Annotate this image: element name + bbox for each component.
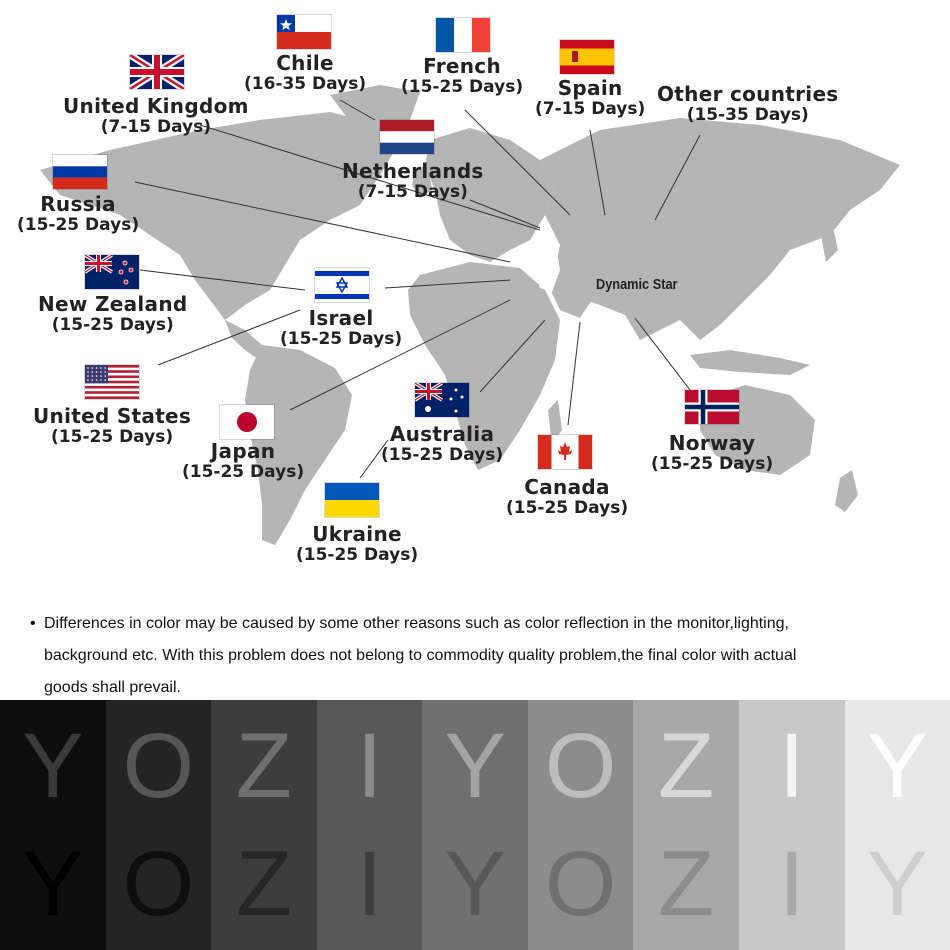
flag-canada-icon [538, 435, 592, 469]
delivery-days: (15-25 Days) [401, 77, 524, 97]
country-label-norway [651, 432, 773, 475]
gray-swatch [633, 700, 739, 950]
country-label-israel [280, 307, 402, 350]
delivery-days: (7-15 Days) [357, 182, 468, 202]
country-label-spain [535, 77, 645, 120]
swatch-letter-dark: Y [22, 833, 84, 935]
country-label-russia [17, 193, 139, 236]
country-label-other [657, 83, 839, 126]
delivery-days: (7-15 Days) [100, 117, 211, 137]
swatch-letter-light: I [356, 715, 383, 817]
swatch-letter-light: Y [22, 715, 84, 817]
delivery-days: (15-25 Days) [51, 427, 174, 447]
country-name: Russia [40, 192, 116, 216]
connector-norway [635, 318, 690, 390]
country-name: Chile [276, 51, 334, 75]
continent-indonesia [690, 350, 810, 375]
delivery-days: (15-25 Days) [182, 462, 305, 482]
swatch-letter-light: Y [444, 715, 506, 817]
country-name: Other countries [657, 82, 839, 106]
dynamic-star-label: Dynamic Star [596, 276, 678, 293]
flag-israel-icon [315, 268, 369, 302]
delivery-days: (15-25 Days) [651, 454, 774, 474]
swatch-letter-dark: Z [658, 833, 715, 935]
country-label-canada [506, 476, 628, 519]
delivery-days: (7-15 Days) [535, 99, 646, 119]
swatch-letter-dark: I [778, 833, 805, 935]
disclaimer-bullet: • [30, 615, 36, 632]
country-label-australia [381, 423, 503, 466]
flag-new_zealand-icon [85, 255, 139, 289]
flag-spain-icon [560, 40, 614, 74]
flag-norway-icon [685, 390, 739, 424]
gray-swatch [739, 700, 845, 950]
delivery-days: (15-25 Days) [17, 215, 140, 235]
delivery-days: (15-25 Days) [381, 445, 504, 465]
swatch-letter-light: I [778, 715, 805, 817]
gray-swatch [0, 700, 106, 950]
delivery-days: (15-35 Days) [686, 105, 809, 125]
disclaimer-line-2: background etc. With this problem does not belong to commodity quality problem,the final color with actual [44, 647, 797, 664]
flag-usa-icon [85, 365, 139, 399]
gray-swatch [528, 700, 634, 950]
delivery-days: (15-25 Days) [51, 315, 174, 335]
gray-swatch [845, 700, 950, 950]
connector-canada [568, 322, 580, 425]
country-name: Netherlands [342, 159, 484, 183]
gray-swatch [317, 700, 423, 950]
swatch-letter-light: Z [235, 715, 292, 817]
swatch-letter-light: O [544, 715, 617, 817]
country-label-uk [63, 95, 249, 138]
gray-swatch [211, 700, 317, 950]
country-name: United States [33, 404, 192, 428]
flag-australia-icon [415, 383, 469, 417]
disclaimer-line-3: goods shall prevail. [44, 679, 181, 696]
swatch-letter-dark: Y [866, 833, 928, 935]
swatch-letter-light: O [122, 715, 195, 817]
country-name: New Zealand [38, 292, 188, 316]
country-label-netherlands [342, 160, 484, 203]
flag-uk-icon [130, 55, 184, 89]
delivery-days: (15-25 Days) [506, 498, 629, 518]
delivery-days: (15-25 Days) [296, 545, 419, 565]
country-label-chile [244, 52, 366, 95]
country-name: Ukraine [312, 522, 402, 546]
disclaimer-line-1: Differences in color may be caused by some other reasons such as color reflection in the monitor,lighting, [44, 615, 789, 632]
flag-netherlands-icon [380, 120, 434, 154]
swatch-letter-dark: O [544, 833, 617, 935]
swatch-letter-light: Y [866, 715, 928, 817]
country-label-united-states [33, 405, 191, 448]
continent-new-zealand [835, 470, 858, 512]
country-name: Norway [668, 431, 756, 455]
country-label-japan [182, 440, 304, 483]
flag-russia-icon [53, 155, 107, 189]
swatch-letter-light: Z [658, 715, 715, 817]
flag-ukraine-icon [325, 483, 379, 517]
flag-chile-icon [277, 15, 331, 49]
country-name: French [423, 54, 502, 78]
flag-france-icon [436, 18, 490, 52]
country-name: Japan [210, 439, 276, 463]
swatch-letter-dark: I [356, 833, 383, 935]
swatch-letter-dark: Y [444, 833, 506, 935]
delivery-days: (15-25 Days) [280, 329, 403, 349]
swatch-letter-dark: O [122, 833, 195, 935]
country-name: Spain [557, 76, 623, 100]
country-label-new-zealand [38, 293, 188, 336]
swatch-letter-dark: Z [235, 833, 292, 935]
gray-swatch [106, 700, 212, 950]
gray-swatch [422, 700, 528, 950]
country-name: Israel [308, 306, 374, 330]
color-disclaimer [30, 608, 910, 704]
country-label-ukraine [296, 523, 418, 566]
country-name: United Kingdom [63, 94, 249, 118]
country-name: Canada [524, 475, 610, 499]
grayscale-swatches [0, 700, 950, 950]
delivery-days: (16-35 Days) [244, 74, 367, 94]
country-label-french [401, 55, 523, 98]
flag-japan-icon [220, 405, 274, 439]
country-name: Australia [389, 422, 495, 446]
